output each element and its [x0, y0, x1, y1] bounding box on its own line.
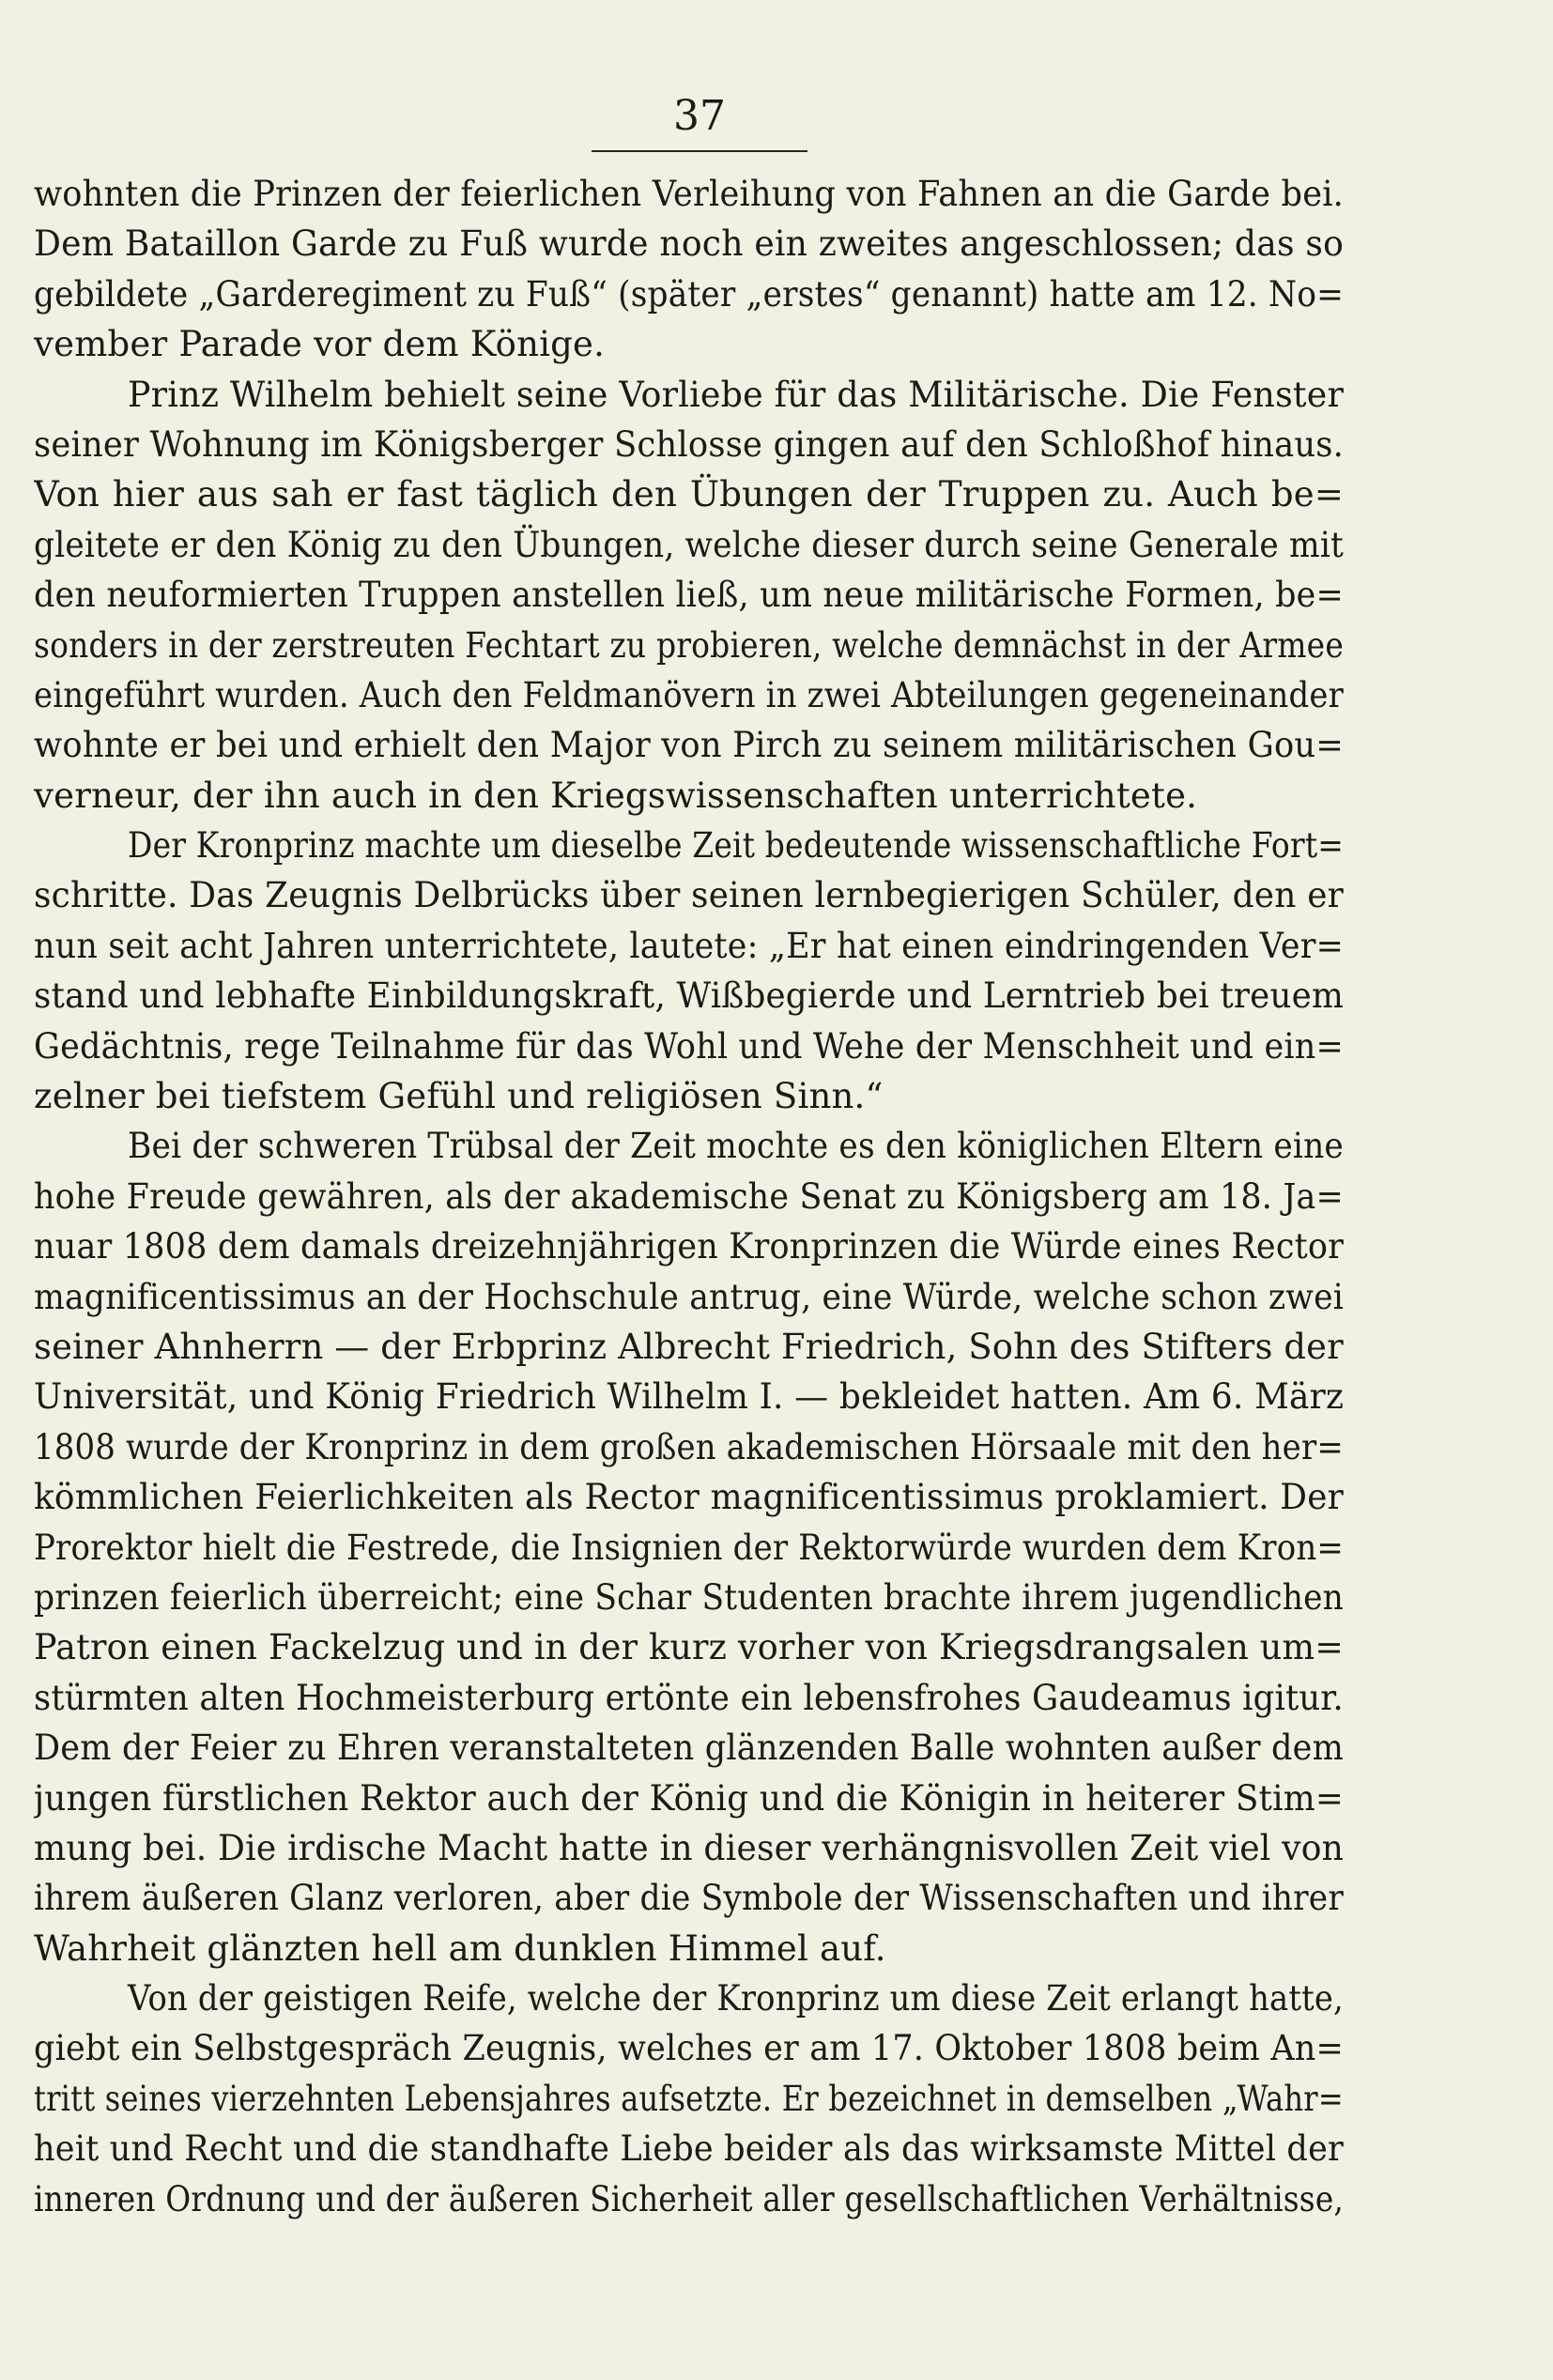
text-line: Dem der Feier zu Ehren veranstalteten glänzenden Balle wohnten außer dem — [34, 1727, 1344, 1769]
text-line: Der Kronprinz machte um dieselbe Zeit bedeutende wissenschaftliche Fort= — [128, 825, 1344, 867]
text-line: schritte. Das Zeugnis Delbrücks über seinen lernbegierigen Schüler, den er — [34, 875, 1344, 916]
text-line: Gedächtnis, rege Teilnahme für das Wohl und Wehe der Menschheit und ein= — [34, 1025, 1344, 1067]
text-line: sonders in der zerstreuten Fechtart zu probieren, welche demnächst in der Armee — [34, 624, 1344, 666]
text-line: ihrem äußeren Glanz verloren, aber die Symbole der Wissenschaften und ihrer — [34, 1878, 1344, 1919]
text-line: mung bei. Die irdische Macht hatte in dieser verhängnisvollen Zeit viel von — [34, 1827, 1344, 1868]
text-line: Patron einen Fackelzug und in der kurz vorher von Kriegsdrangsalen um= — [34, 1627, 1344, 1668]
header-rule — [592, 150, 807, 152]
text-line: seiner Wohnung im Königsberger Schlosse gingen auf den Schloßhof hinaus. — [34, 423, 1344, 465]
text-line: Prinz Wilhelm behielt seine Vorliebe für das Militärische. Die Fenster — [128, 374, 1344, 415]
text-line: stand und lebhafte Einbildungskraft, Wißbegierde und Lerntrieb bei treuem — [34, 975, 1344, 1017]
body-text — [34, 169, 1344, 2224]
text-line: gleitete er den König zu den Übungen, welche dieser durch seine Generale mit — [34, 524, 1344, 565]
text-line: eingeführt wurden. Auch den Feldmanövern in zwei Abteilungen gegeneinander — [34, 674, 1344, 715]
text-line: gebildete „Garderegiment zu Fuß“ (später „erstes“ genannt) hatte am 12. No= — [34, 273, 1344, 315]
text-line: giebt ein Selbstgespräch Zeugnis, welches er am 17. Oktober 1808 beim An= — [34, 2028, 1344, 2069]
page-number: 37 — [673, 92, 726, 140]
text-line: prinzen feierlich überreicht; eine Schar Studenten brachte ihrem jugendlichen — [34, 1576, 1344, 1618]
text-line: Universität, und König Friedrich Wilhelm I. — bekleidet hatten. Am 6. März — [34, 1376, 1344, 1418]
text-line: Wahrheit glänzten hell am dunklen Himmel auf. — [34, 1927, 886, 1969]
text-line: stürmten alten Hochmeisterburg ertönte ein lebensfrohes Gaudeamus igitur. — [34, 1677, 1344, 1718]
text-line: inneren Ordnung und der äußeren Sicherheit aller gesellschaftlichen Verhältnisse, — [34, 2178, 1344, 2219]
text-line: hohe Freude gewähren, als der akademische Senat zu Königsberg am 18. Ja= — [34, 1175, 1344, 1217]
text-line: Von der geistigen Reife, welche der Kronprinz um diese Zeit erlangt hatte, — [128, 1978, 1344, 2019]
text-line: tritt seines vierzehnten Lebensjahres aufsetzte. Er bezeichnet in demselben „Wahr= — [34, 2078, 1344, 2119]
text-line: kömmlichen Feierlichkeiten als Rector magnificentissimus proklamiert. Der — [34, 1477, 1344, 1518]
text-line: Dem Bataillon Garde zu Fuß wurde noch ein zweites angeschlossen; das so — [34, 223, 1344, 265]
text-line: nuar 1808 dem damals dreizehnjährigen Kronprinzen die Würde eines Rector — [34, 1226, 1344, 1267]
text-line: Prorektor hielt die Festrede, die Insignien der Rektorwürde wurden dem Kron= — [34, 1527, 1344, 1568]
text-line: wohnten die Prinzen der feierlichen Verleihung von Fahnen an die Garde bei. — [34, 174, 1344, 214]
text-line: den neuformierten Truppen anstellen ließ, um neue militärische Formen, be= — [34, 575, 1344, 616]
text-line: magnificentissimus an der Hochschule antrug, eine Würde, welche schon zwei — [34, 1276, 1344, 1317]
text-line: verneur, der ihn auch in den Kriegswissenschaften unterrichtete. — [34, 775, 1198, 816]
text-line: nun seit acht Jahren unterrichtete, lautete: „Er hat einen eindringenden Ver= — [34, 925, 1344, 966]
text-line: Von hier aus sah er fast täglich den Übungen der Truppen zu. Auch be= — [34, 474, 1344, 515]
text-line: heit und Recht und die standhafte Liebe beider als das wirksamste Mittel der — [34, 2128, 1344, 2170]
text-line: 1808 wurde der Kronprinz in dem großen akademischen Hörsaale mit den her= — [34, 1426, 1344, 1467]
text-line: vember Parade vor dem Könige. — [34, 324, 606, 365]
text-line: seiner Ahnherrn — der Erbprinz Albrecht Friedrich, Sohn des Stifters der — [34, 1326, 1344, 1367]
text-line: wohnte er bei und erhielt den Major von Pirch zu seinem militärischen Gou= — [34, 725, 1344, 766]
text-line: zelner bei tiefstem Gefühl und religiösen Sinn.“ — [34, 1076, 884, 1117]
text-line: jungen fürstlichen Rektor auch der König und die Königin in heiterer Stim= — [34, 1777, 1344, 1819]
text-line: Bei der schweren Trübsal der Zeit mochte es den königlichen Eltern eine — [128, 1126, 1344, 1167]
